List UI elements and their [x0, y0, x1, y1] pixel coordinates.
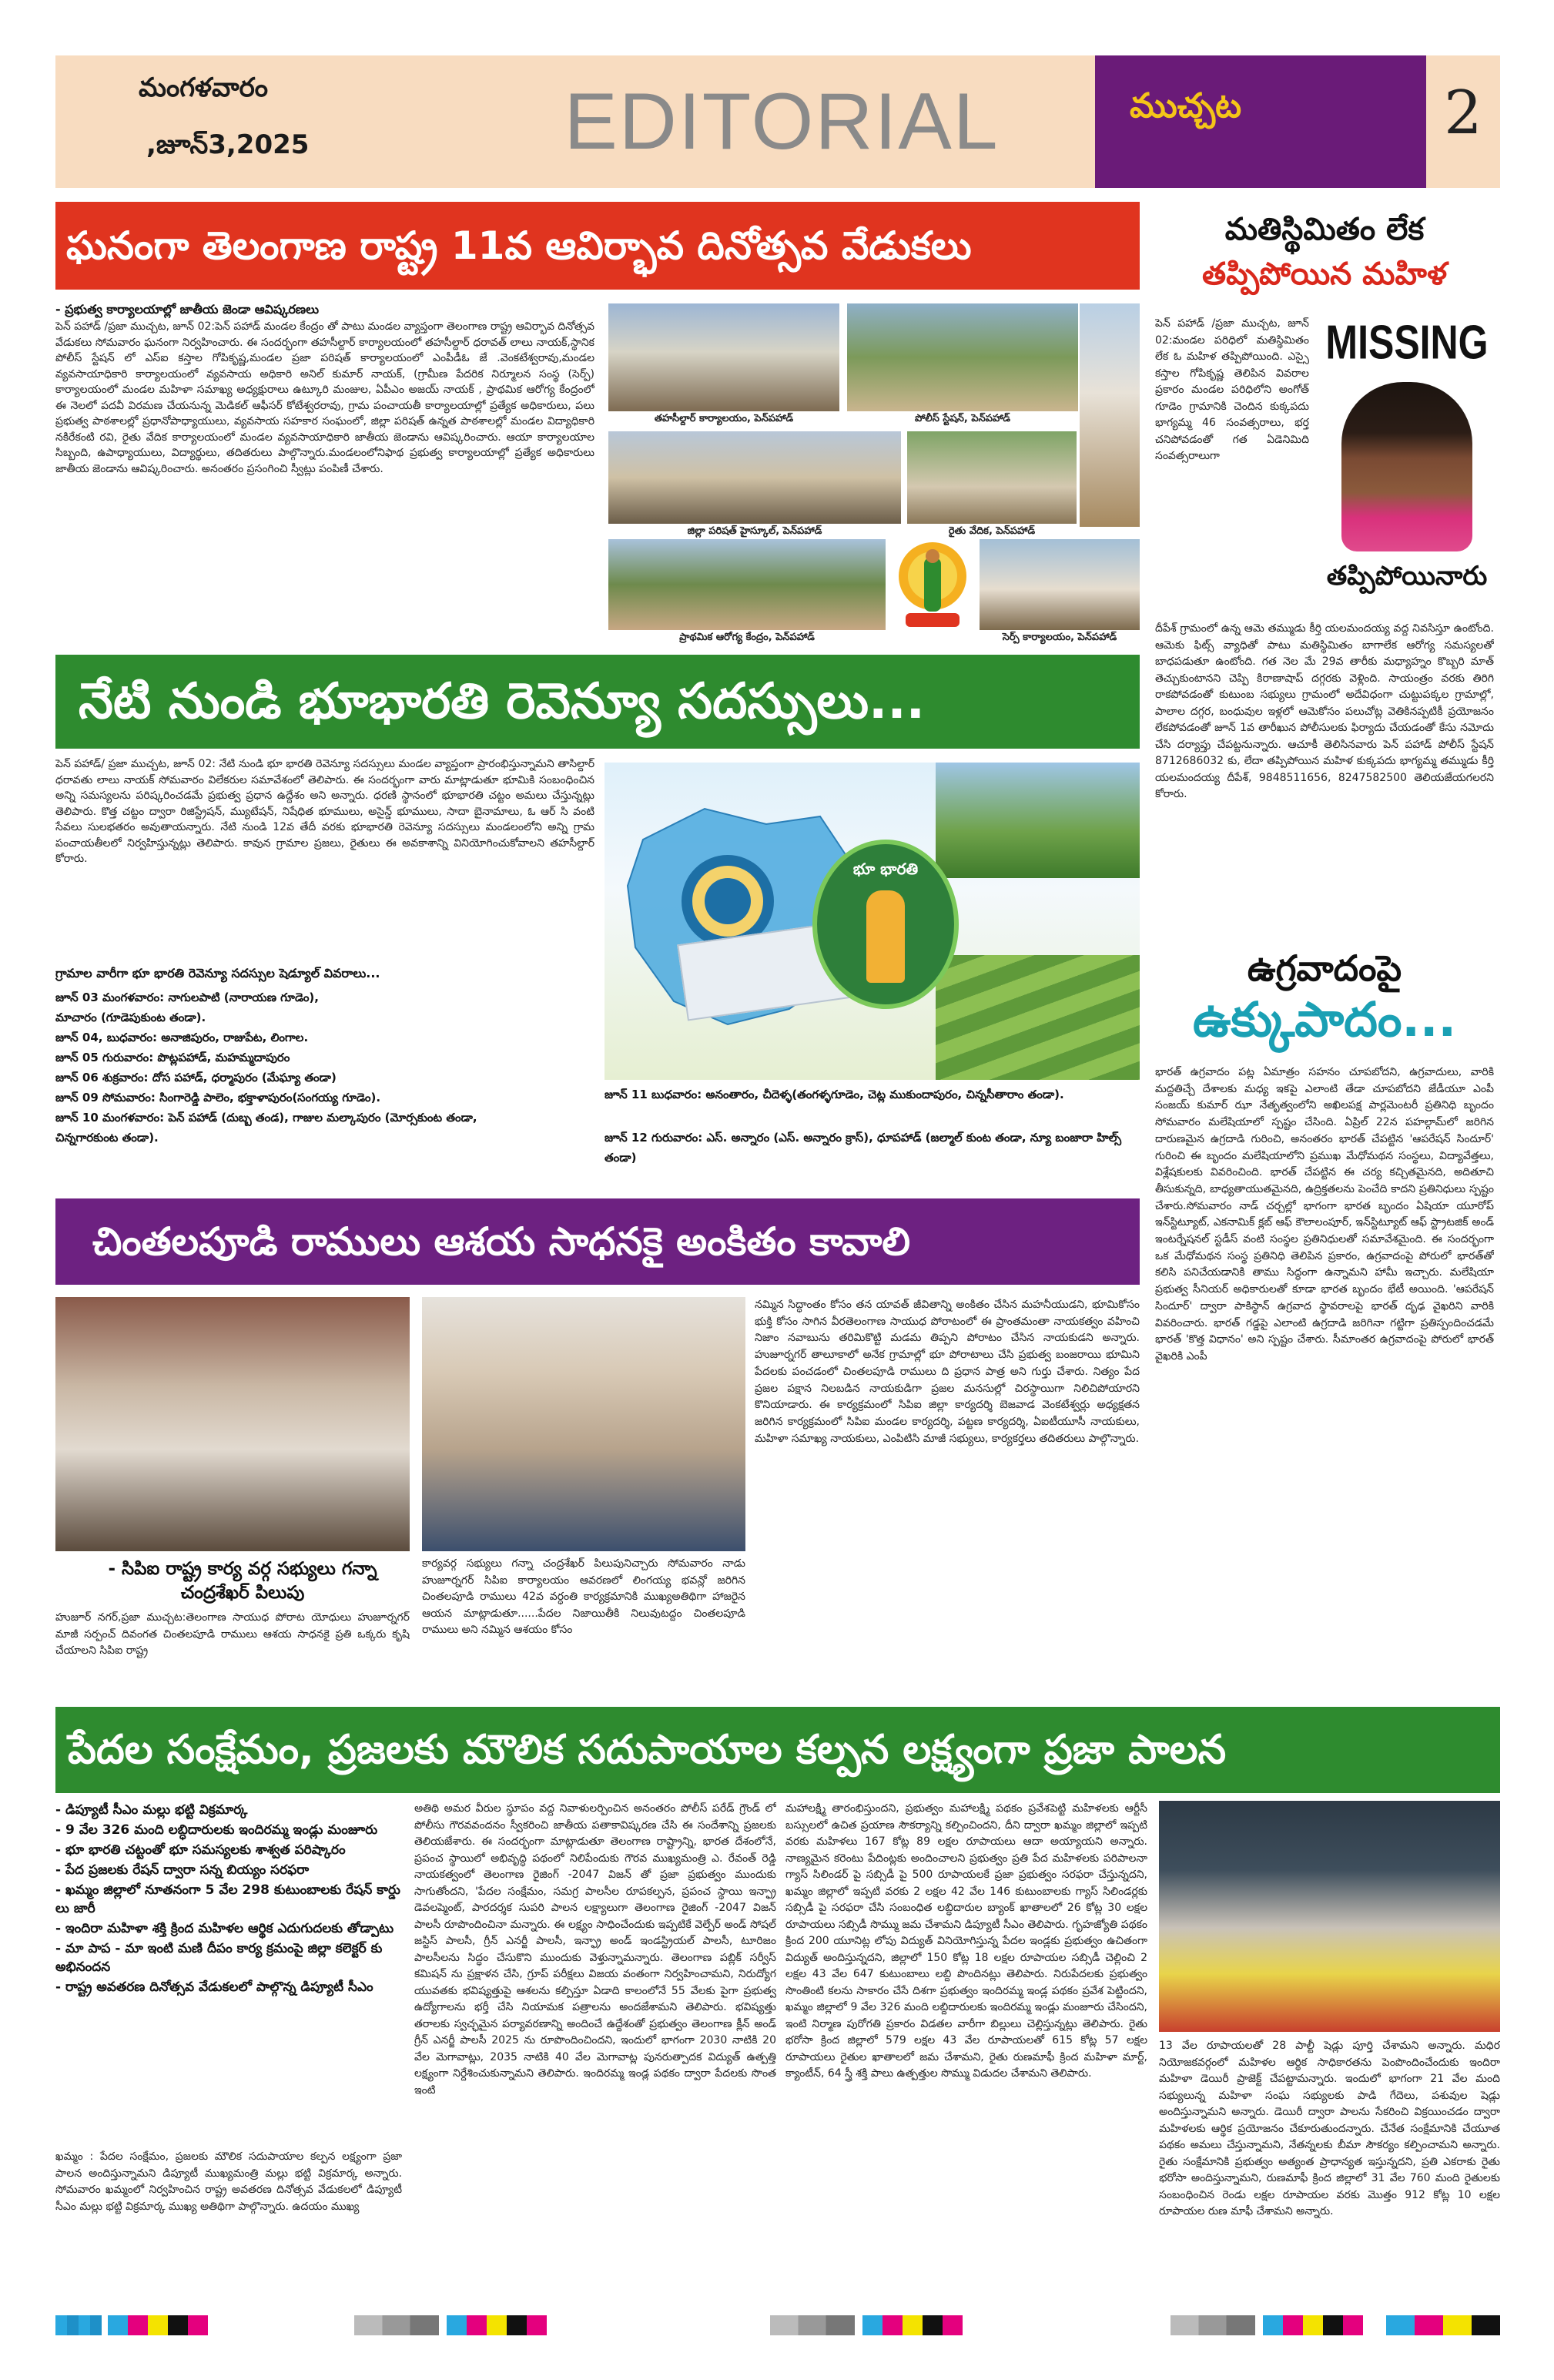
terror-head2: ఉక్కుపాదం...	[1192, 991, 1457, 1048]
color-swatch	[770, 2315, 855, 2335]
bullet-item: - భూ భారతి చట్టంతో భూ సమస్యలకు శాశ్వత పరిష్కారం	[55, 1842, 346, 1858]
caption-zphs: జిల్లా పరిషత్ హైస్కూల్, పెన్‌పహాడ్	[687, 525, 822, 537]
story4-body-col1: ఖమ్మం : పేదల సంక్షేమం, ప్రజలకు మౌలిక సదుపాయాల కల్పన లక్ష్యంగా ప్రజా పాలన అందిస్తున్నామని డిప్యూటీ ముఖ్యమంత్రి మల్లు భట్టి విక్రమార్క అన్నారు. సోమవారం ఖమ్మంలో నిర్వహించిన రాష్ట్ర అవతరణ దినోత్సవ వేడుకలలో డిప్యూటీ సీఎం మల్లు భట్టి విక్రమార్క ముఖ్య అతిథిగా పాల్గొన్నారు. ఉదయం ముఖ్య	[55, 2150, 402, 2213]
missing-photo	[1318, 313, 1495, 618]
schedule-list	[55, 987, 594, 1148]
photo-phc	[608, 539, 886, 630]
page-number: 2	[1444, 79, 1482, 148]
caption-phc: ప్రాథమిక ఆరోగ్య కేంద్రం, పెన్‌పహాడ్	[679, 632, 815, 643]
schedule-item: చిన్నగారకుంట తండా).	[55, 1131, 159, 1145]
story4-body-under-photo: 13 వేల రూపాయలతో 28 పాల్టీ షెడ్లు పూర్తి చేశామని అన్నారు. మధిర నియోజకవర్గంలో మహిళల ఆర్థిక సాధికారతను పెంపొందించేందుకు ఇందిరా మహిళా డెయిరీ ప్రాజెక్ట్ చేపట్టామన్నారు. ఇందులో భాగంగా 21 వేల మంది సభ్యులున్న మహిళా సంఘ సభ్యులకు పాడి గేదెలు, పశువుల షెడ్లు అందిస్తున్నామని అన్నారు. డెయిరీ ద్వారా పాలను సేకరించి విక్రయించడం ద్వారా మహిళలకు ఆర్థిక ప్రయోజనం చేకూరుతుందన్నారు. చేనేత సంక్షేమానికి చేయూత పథకం అమలు చేస్తున్నామని, నేతన్నలకు బీమా సౌకర్యం కల్పించామని అన్నారు. రైతు సంక్షేమానికి ప్రభుత్వం అత్యంత ప్రాధాన్యత ఇస్తున్నదని, ప్రతి ఎకరాకు రైతు భరోసా అందిస్తున్నామని, రుణమాఫీ క్రింద జిల్లాలో 31 వేల 760 మంది రైతులకు సంబంధించిన రెండు లక్షల రూపాయల వరకు మొత్తం 912 కోట్ల 10 లక్షల రూపాయల రుణ మాఫీ చేశామని అన్నారు.	[1159, 2040, 1500, 2217]
story3-body-left: హుజూర్ నగర్,ప్రజా ముచ్చట:తెలంగాణ సాయుధ పోరాట యోధులు హుజూర్నగర్ మాజీ సర్పంచ్ దివంగత చింతలపూడి రాములు ఆశయ సాధనకై ప్రతి ఒక్కరు కృషి చేయాలని సిపిఐ రాష్ట్ర	[55, 1611, 410, 1657]
schedule-item: జూన్ 10 మంగళవారం: పెన్ పహాడ్ (దుబ్బ తండ), గాజుల మల్కాపురం (మోర్సకుంట తండా,	[55, 1111, 477, 1125]
story1-headline: ఘనంగా తెలంగాణ రాష్ట్ర 11వ ఆవిర్భావ దినోత్సవ వేడుకలు	[55, 202, 1140, 290]
color-swatch	[55, 2315, 102, 2335]
bullet-item: - రాష్ట్ర అవతరణ దినోత్సవ వేడుకలలో పాల్గొన్న డిప్యూటీ సీఎం	[55, 1979, 373, 1995]
caption-tahsildar: తహసీల్దార్ కార్యాలయం, పెన్‌పహాడ్	[654, 413, 794, 424]
missing-head2: తప్పిపోయిన మహిళ	[1201, 256, 1448, 292]
photo-tahsildar-office	[608, 303, 839, 411]
story4-body-col3: మహాలక్ష్మి తారంభిస్తుందని, ప్రభుత్వం మహాలక్ష్మి పథకం ప్రవేశపెట్టి మహిళలకు ఆర్టీసీ బస్సులలో ఉచిత ప్రయాణ సౌకర్యాన్ని కల్పించిందని, దీని ద్వారా ఖమ్మం జిల్లాలో ఇప్పటి వరకు మహిళలు 167 కోట్ల 89 లక్షల రూపాయలు ఆదా అయ్యాయని అన్నారు. నాణ్యమైన కరెంటు పేదింట్లకు అందించాలని ప్రభుత్వం ప్రతి పేద మహిళలకు పరిపాలనా గ్యాస్ సిలిండర్ పై సబ్సిడీ పై 500 రూపాయలకే ప్రజా ప్రభుత్వం సరఫరా చేస్తున్నదని, ఖమ్మం జిల్లాలో ఇప్పటి వరకు 2 లక్షల 42 వేల 146 కుటుంబాలకు గ్యాస్ సిలిండర్లకు సబ్సిడీ పై సరఫరా చేసి సంబంధిత లబ్ధిదారుల బ్యాంక్ ఖాతాలలో 26 కోట్ల 30 లక్షల రూపాయలు సబ్సిడీ సొమ్ము జమ చేశామని డిప్యూటీ సీఎం తెలిపారు. గృహజ్యోతి పథకం క్రింద 200 యూనిట్ల లోపు విద్యుత్ వినియోగిస్తున్న పేదల ఇండ్లకు ప్రభుత్వం ఉచితంగా విద్యుత్ అందిస్తున్నదని, జిల్లాలో 150 కోట్ల 18 లక్షల రూపాయల సబ్సిడీ చెల్లించి 2 లక్షల 43 వేల 647 కుటుంబాలు లబ్ది పొందినట్లు తెలిపారు. నిరుపేదలకు ప్రభుత్వం సొంతింటి కలను సాకారం చేసే దిశగా ప్రభుత్వం ఇందిరమ్మ ఇండ్ల పథకం ప్రవేశ పెట్టిందని, ఖమ్మం జిల్లాలో 9 వేల 326 మంది లబ్దిదారులకు ఇందిరమ్మ ఇండ్లు మంజూరు చేసిందని, ఇంటి నిర్మాణ పురోగతి ప్రకారం విడతల వారీగా బిల్లులు చెల్లిస్తున్నట్లు తెలిపారు. రైతు భరోసా క్రింద జిల్లాలో 579 లక్షల 43 వేల రూపాయలతో 615 కోట్ల 57 లక్షల రూపాయలు రైతుల ఖాతాలలో జమ చేశామని, రైతు రుణమాఫీ క్రింద మహిళా మార్ట్, క్యాంటీన్, 64 స్త్రీ శక్తి పాలు ఉత్పత్తుల సొమ్ము విడుదల చేశామని తెలిపారు.	[785, 1802, 1147, 2080]
print-registration-strip	[0, 2315, 1554, 2346]
color-swatch	[1263, 2315, 1363, 2335]
schedule-right-2: జూన్ 12 గురువారం: ఎస్. అన్నారం (ఎస్. అన్నారం క్రాస్), ధూపహాడ్ (జల్మాల్ కుంట తండా, న్యూ బంజారా హిల్స్ తండా)	[605, 1131, 1122, 1165]
missing-body-wide: దీపేశ్ గ్రామంలో ఉన్న ఆమె తమ్ముడు కీర్తి యలమందయ్య వద్ద నివసిస్తూ ఉంటోంది. ఆమెకు ఫిట్స్ వ్యాధితో పాటు మతిస్థిమితం బాగాలేక ఆరోగ్య సమస్యలతో బాధపడుతూ ఉంటోంది. గత నెల మే 29వ తారీకు మధ్యాహ్నం కొబ్బరి మాత్ తెచ్చుకుంటానని చెప్పి కిరాణాషాప్ దగ్గరకు వెళ్లింది. సాయంత్రం వరకు తిరిగి రాకపోవడంతో కుటుంబ సభ్యులు గ్రామంలో అదేవిధంగా చుట్టుపక్కల గ్రామాల్లో, పాలాల దగ్గర, బంధువుల ఇళ్లలో ఆమెకోసం పలుచోట్ల వెతికినప్పటికీ ప్రయోజనం లేకపోవడంతో జూన్ 1వ తారీఖున పోలీసులకు ఫిర్యాదు చేయడంతో కేసు నమోదు చేసి దర్యాప్తు చేపట్టనున్నారు. ఆచూకీ తెలిసినవారు పెన్ పహాడ్ పోలీస్ స్టేషన్ 8712686032 కు, లేదా తప్పిపోయిన మహిళ కుక్కపదు భాగ్యమ్మ తమ్ముడు కీర్తి యలమందయ్య దీపేశ్, 9848511656, 8247582500 తెలియజేయగలరని కోరారు.	[1155, 622, 1494, 800]
story3-caption: - సిపిఐ రాష్ట్ర కార్య వర్గ సభ్యులు గన్నా చంద్రశేఖర్ పిలుపు	[108, 1559, 377, 1603]
caption-serp: సెర్ప్ కార్యాలయం, పెన్‌పహాడ్	[1002, 632, 1117, 643]
telangana-talli-graphic	[890, 536, 975, 633]
color-swatch	[447, 2315, 547, 2335]
bhubharathi-logo	[812, 840, 959, 1009]
schedule-item: మాచారం (గూడెపుకుంట తండా).	[55, 1011, 206, 1024]
missing-head1: మతిస్థిమితం లేక	[1224, 212, 1425, 247]
missing-photo-word: MISSING	[1325, 315, 1489, 369]
schedule-right-1: జూన్ 11 బుధవారం: అనంతారం, చీదెళ్ళ(తంగళ్ళగూడెం, చెట్ల ముకుందాపురం, చిన్నసీతారాం తండా).	[605, 1088, 1064, 1101]
photo-police-station	[847, 303, 1078, 411]
fields-photo-top	[936, 763, 1140, 878]
fields-photo-bottom	[936, 955, 1140, 1080]
color-swatch	[862, 2315, 963, 2335]
caption-rythu: రైతు వేదిక, పెన్‌పహాడ్	[948, 525, 1036, 537]
story3-headline: చింతలపూడి రాములు ఆశయ సాధనకై అంకితం కావాలి	[55, 1198, 1140, 1285]
color-swatch	[354, 2315, 439, 2335]
bullet-item: - డిప్యూటీ సీఎం మల్లు భట్టి విక్రమార్క	[55, 1802, 248, 1818]
bullet-item: - 9 వేల 326 మంది లబ్ధిదారులకు ఇందిరమ్మ ఇండ్లు మంజూరు	[55, 1822, 378, 1838]
color-swatch	[1386, 2315, 1500, 2335]
schedule-item: జూన్ 09 సోమవారం: సింగారెడ్డి పాలెం, భక్తాళాపురం(సంగయ్య గూడెం).	[55, 1091, 381, 1105]
logo-figure	[866, 890, 905, 983]
story4-body-col2: అతిథి అమర వీరుల స్థూపం వద్ద నివాళులర్పించిన అనంతరం పోలీస్ పరేడ్ గ్రౌండ్ లో పోలీసు గౌరవవందనం స్వీకరించి జాతీయ పతాకావిష్కరణ చేసి ఈ సందేశాన్ని ప్రజలకు తెలియజేశారు. ఈ సందర్భంగా మాట్లాడుతూ తెలంగాణ రాష్ట్రాన్ని, భారత దేశంలోనే, ప్రపంచ స్థాయిలో అభివృద్ధి పథంలో నిలిపేందుకు గౌరవ ముఖ్యమంత్రి ఎ. రేవంత్ రెడ్డి నాయకత్వంలో తెలంగాణ రైజింగ్ -2047 విజన్ తో ప్రజా ప్రభుత్వం ముందుకు సాగుతోందని, 'పేదల సంక్షేమం, సమగ్ర పాలసీల రూపకల్పన, ప్రపంచ స్థాయి ఇన్ఫ్రా డెవలప్మెంట్, పారదర్శక సుపరి పాలన లక్ష్యాలుగా తెలంగాణ రైజింగ్ -2047 విజన్ పాలసీ రూపొందించినా మన్నారు. ఈ లక్ష్యం సాధించేందుకు ఇప్పటికే వెల్పేర్ అండ్ సోషల్ జస్టిస్ పాలసీ, గ్రీన్ ఎనర్జీ పాలసీ, ఇన్ఫ్రా అండ్ ఇండస్ట్రియల్ పాలసీ, టూరిజం పాలసీలను సిద్ధం చేసుకొని ముందుకు వెళ్తున్నామన్నారు. తెలంగాణ పబ్లిక్ సర్వీస్ కమిషన్ ను ప్రక్షాళన చేసి, గ్రూప్ పరీక్షలు విజయ వంతంగా నిర్వహించామని, నిరుద్యోగ యువతకు భవిష్యత్తుపై ఆశలను కల్పిస్తూ ఏడాది కాలంలోనే 55 వేలకు పైగా ప్రభుత్వ ఉద్యోగాలను భర్తీ చేసి నియామక పత్రాలను అందజేశామని తెలిపారు. భవిష్యత్తు తరాలకు స్వచ్ఛమైన పర్యావరణాన్ని అందించే ఉద్దేశంతో ప్రభుత్వం తెలంగాణ క్లీన్ అండ్ గ్రీన్ ఎనర్జీ పాలసీ 2025 ను రూపొందించిందని, ఇందులో భాగంగా 2030 నాటికి 20 వేల మెగావాట్లు, 2035 నాటికి 40 వేల మెగావాట్ల పునరుత్పాదక విద్యుత్ ఉత్పత్తి లక్ష్యంగా నిర్దేశించుకున్నామని తెలిపారు. ఇందిరమ్మ ఇండ్ల పథకం ద్వారా పేదలకు సొంత ఇంటి	[414, 1802, 776, 2097]
color-swatch	[1171, 2315, 1255, 2335]
bullet-item: - ఇందిరా మహిళా శక్తి క్రింద మహిళల ఆర్థిక ఎదుగుదలకు తోడ్పాటు	[55, 1921, 394, 1936]
color-swatch	[108, 2315, 208, 2335]
photo-rythu-vedika	[907, 431, 1077, 524]
schedule-item: జూన్ 03 మంగళవారం: నాగులపాటి (నారాయణ గూడెం),	[55, 991, 319, 1004]
brand-name: ముచ్చట	[1130, 86, 1242, 126]
section-title: EDITORIAL	[564, 77, 1000, 166]
story2-headline: నేటి నుండి భూభారతి రెవెన్యూ సదస్సులు...	[55, 655, 1140, 749]
story3-body-right: నమ్మిన సిద్ధాంతం కోసం తన యావత్ జీవితాన్ని అంకితం చేసిన మహనీయుడని, భూమికోసం భుక్తి కోసం సాగిన వీరతెలంగాణ సాయుధ పోరాటంలో ఈ ప్రాంతమంతా నాయకత్వం వహించి నిజాం నవాబును తరిమికొట్టి మడమ తిప్పని పోరాటం చేసిన నాయకుడని అన్నారు. హుజూర్నగర్ తాలూకాలో అనేక గ్రామాల్లో భూ పోరాటాలు చేసి ప్రభుత్వ బంజరాయి భూమిని పేదలకు పంచడంలో చింతలపూడి రాములు ది ప్రధాన పాత్ర అని గుర్తు చేశారు. నిత్యం పేద ప్రజల పక్షాన నిలబడిన నాయకుడిగా ప్రజల మనసుల్లో చిరస్థాయిగా నిలిచిపోయారని కొనియాడారు. ఈ కార్యక్రమంలో సిపిఐ జిల్లా కార్యదర్శి బెజవాడ వెంకటేశ్వర్లు అధ్యక్షతన జరిగిన కార్యక్రమంలో సిపిఐ మండల కార్యదర్శి, పట్టణ కార్యదర్శి, ఏఐటీయూసీ నాయకులు, మహిళా సమాఖ్య నాయకులు, ఎంపిటిసి మాజీ సభ్యులు, కార్యకర్తలు తదితరులు పాల్గొన్నారు.	[755, 1299, 1140, 1445]
bullet-item: - ఖమ్మం జిల్లాలో నూతనంగా 5 వేల 298 కుటుంబాలకు రేషన్ కార్డు లు జారీ	[55, 1882, 400, 1916]
photo-deputy-cm	[1159, 1801, 1500, 2032]
photo-zphs	[608, 431, 901, 524]
story2-body: పెన్ పహాడ్/ ప్రజా ముచ్చట, జూన్ 02: నేటి నుండి భూ భారతి రెవెన్యూ సదస్సులు మండల వ్యాప్తంగా ప్రారంభిస్తున్నామని తాసిల్దార్ ధరావతు లాలు నాయక్ సోమవారం విలేకరుల సమావేశంలో తెలిపారు. ఈ సందర్భంగా వారు మాట్లాడుతూ భూమికి సంబంధించిన అన్ని సమస్యలను పరిష్కరించడమే ప్రభుత్వ ప్రధాన ఉద్దేశం అని అన్నారు. ధరణి స్థానంలో భూభారతి చట్టం అమలు చేస్తున్నట్లు తెలిపారు. కొత్త చట్టం ద్వారా రిజిస్ట్రేషన్, మ్యుటేషన్, నిషేధిత భూములు, అసైన్డ్ భూములు, సాదా బైనామాలు, ఓ ఆర్ సి వంటి సేవలు సులభతరం అవుతాయన్నారు. నేటి నుండి 12వ తేదీ వరకు భూభారతి రెవెన్యూ సదస్సులు మండలంలోని అన్ని గ్రామ పంచాయతీలలో నిర్వహిస్తున్నట్లు తెలిపారు. కావున గ్రామాల ప్రజలు, రైతులు ఈ అవకాశాన్ని వినియోగించుకోవాలని తహసీల్దార్ కోరారు.	[55, 758, 594, 865]
schedule-title: గ్రామాల వారీగా భూ భారతి రెవెన్యూ సదస్సుల షెడ్యూల్ వివరాలు...	[55, 966, 380, 980]
masthead-day: మంగళవారం	[139, 72, 268, 103]
photo-serp	[980, 539, 1140, 630]
story4-headline: పేదల సంక్షేమం, ప్రజలకు మౌలిక సదుపాయాల కల్పన లక్ష్యంగా ప్రజా పాలన	[55, 1707, 1500, 1793]
schedule-item: జూన్ 06 శుక్రవారం: దోస పహాడ్, ధర్మాపురం (మేఘ్యా తండా)	[55, 1071, 337, 1084]
story4-bullets	[55, 1801, 402, 1998]
bhubharathi-graphic	[605, 763, 1140, 1080]
bullet-item: - పేద ప్రజలకు రేషన్ ద్వారా సన్న బియ్యం సరఫరా	[55, 1862, 310, 1878]
photo-meeting	[422, 1297, 745, 1551]
schedule-item: జూన్ 04, బుధవారం: అనాజిపురం, రాజుపేట, లింగాల.	[55, 1031, 309, 1044]
terror-head1: ఉగ్రవాదంపై	[1247, 947, 1402, 989]
masthead	[55, 55, 1500, 188]
missing-woman-portrait	[1341, 382, 1472, 551]
logo-text: భూ భారతి	[852, 860, 919, 878]
missing-photo-sub: తప్పిపోయినారు	[1326, 561, 1488, 592]
story1-body: పెన్ పహాడ్ /ప్రజా ముచ్చట, జూన్ 02:పెన్ పహాడ్ మండల కేంద్రం తో పాటు మండల వ్యాప్తంగా తెలంగాణ రాష్ట్ర ఆవిర్భావ దినోత్సవ వేడుకలు సోమవారం ఘనంగా నిర్వహించారు. ఈ సందర్భంగా తహసీల్దార్ కార్యాలయంలో తహసీల్దార్ ధరావత్ లాలు నాయక్,స్థానిక పోలీస్ స్టేషన్ లో ఎస్ఐ కస్తాల గోపికృష్ణ,మండల ప్రజా పరిషత్ కార్యాలయంలో ఎంపీడీఓ జే .వెంకటేశ్వరావు,మండల వ్యవసాయాధికారి కార్యాలయంలో వ్యవసాయ అధికారి అనిల్ కుమార్ నాయక్, (గ్రామీణ పేదరిక నిర్మూలన సంస్థ (సెర్ప్) కార్యాలయంలో మండల మహిళా సమాఖ్య అధ్యక్షురాలు ఉట్కూరి మంజుల, ఏపీఎం అజయ్ నాయక్ , ప్రాథమిక ఆరోగ్య కేంద్రంలో ఈ నెలలో పదవీ విరమణ చేయనున్న మెడికల్ ఆఫీసర్ కోటేశ్వరరావు, గ్రామ పంచాయతీ కార్యాలయాల్లో ప్రత్యేక అధికారులు, పలు ప్రభుత్వ పాఠశాలల్లో ప్రధానోపాధ్యాయులు, వ్యవసాయ సహకార సంఘంలో, జిల్లా పరిషత్ ఉన్నత పాఠశాలల్లో మండల విద్యాధికారి నకిరేకంటి రవి, రైతు వేదిక కార్యాలయంలో మండల వ్యవసాయాధికారి జాతీయ జెండాను ఆవిష్కరించారు. ఆయా కార్యాలయాల సిబ్బంది, ఉపాధ్యాయులు, విద్యార్థులు, తదితరులు పాల్గొన్నారు.మండలంలోనిఫాథ ప్రభుత్వ కార్యాలయాల్లో ప్రత్యేక అధికారులు జాతీయ జెండాను ఆవిష్కరించారు. అనంతరం ప్రసంగించి స్వీట్లు పంపిణీ చేశారు.	[55, 320, 594, 475]
missing-body-narrow: పెన్ పహాడ్ /ప్రజా ముచ్చట, జూన్ 02:మండల పరిధిలో మతిస్థిమితం లేక ఓ మహిళ తప్పిపోయింది. ఎస్సై కస్తాల గోపికృష్ణ తెలిపిన వివరాల ప్రకారం మండల పరిధిలోని అంగోత్ గూడెం గ్రామానికి చెందిన కుక్కపదు భాగ్యమ్మ 46 సంవత్సరాలు, భర్త చనిపోవడంతో గత ఏడెనిమిది సంవత్సరాలుగా	[1155, 317, 1309, 462]
photo-flag-building	[1080, 303, 1140, 527]
photo-tribute	[55, 1297, 410, 1551]
bullet-item: - మా పాప - మా ఇంటి మణి దీపం కార్య క్రమంపై జిల్లా కలెక్టర్ కు అభినందన	[55, 1941, 383, 1975]
schedule-item: జూన్ 05 గురువారం: పొట్లపహాడ్, మహమ్మదాపురం	[55, 1051, 290, 1064]
terror-body: భారత్ ఉగ్రవాదం పట్ల ఏమాత్రం సహనం చూపబోదని, ఉగ్రవాదులు, వారికి మద్దతిచ్చే దేశాలకు మధ్య ఇకపై ఎలాంటి తేడా చూపబోదని జేడీయూ ఎంపీ సంజయ్ కుమార్ ఝా నేతృత్వంలోని అఖిలపక్ష పార్లమెంటరీ ప్రతినిధి బృందం సోమవారం మలేషియాలో స్పష్టం చేసింది. ఏప్రిల్ 22న పహల్గామ్‌లో జరిగిన దారుణమైన ఉగ్రదాడి గురించి, అనంతరం భారత్ చేపట్టిన 'ఆపరేషన్ సిందూర్' గురించి ఈ బృందం మలేషియాలోని ప్రముఖ మేధోమథన సంస్థలు, విద్యావేత్తలు, విశ్లేషకులకు వివరించింది. భారత్ చేపట్టిన ఈ చర్య కచ్చితమైనది, అదితూచి తీసుకున్నది, బాధ్యతాయుతమైనది, ఉద్రిక్తతలను పెంచేది కాదని ప్రతినిధులు స్పష్టం చేశారు.సోమవారం నాడ్ చర్చల్లో భాగంగా భారత బృందం ఏషియా యూరోప్ ఇన్‌స్టిట్యూట్, ఎకనామిక్ క్లబ్ ఆఫ్ కౌలాలంపూర్, ఇన్‌స్టిట్యూట్ ఆఫ్ స్ట్రాటజిక్ అండ్ ఇంటర్నేషనల్ స్టడీస్ వంటి సంస్థల ప్రతినిధులతో సమావేశమైంది. ఈ సందర్భంగా ఒక మేధోమథన సంస్థ ప్రతినిధి తెలిపిన ప్రకారం, ఉగ్రవాదంపై పోరులో భారత్‌తో కలిసి పనిచేయడానికి తాము సిద్ధంగా ఉన్నామని హామీ ఇచ్చారు. మలేషియా ప్రభుత్వ సీనియర్ అధికారులతో కూడా భారత బృందం భేటీ అయింది. 'ఆపరేషన్ సిందూర్' ద్వారా పాకిస్థాన్ ఉగ్రవాద స్థావరాలపై భారత్ దృఢ వైఖరిని వారికి వివరించారు. భారత్ గడ్డపై ఎలాంటి ఉగ్రదాడి జరిగినా గట్టిగా ప్రతిస్పందించడమే భారత్ 'కొత్త విధానం' అని స్పష్టం చేశారు. సీమాంతర ఉగ్రవాదంపై పోరులో భారత్ వైఖరికి ఎంపీ	[1155, 1066, 1494, 1363]
story3-body-mid: కార్యవర్గ సభ్యులు గన్నా చంద్రశేఖర్ పిలుపునిచ్చారు సోమవారం నాడు హుజూర్నగర్ సిపిఐ కార్యాలయం ఆవరణలో లింగయ్య భవన్లో జరిగిన చింతలపూడి రాములు 42వ వర్ధంతి కార్యక్రమానికి ముఖ్యఅతిథిగా హాజరైన ఆయన మాట్లాడుతూ......పేదల నిజాయితీకి నిలువుటద్దం చింతలపూడి రాములు అని నమ్మిన ఆశయం కోసం	[422, 1557, 745, 1636]
caption-police: పోలీస్ స్టేషన్, పెన్‌పహాడ్	[914, 413, 1011, 424]
story1-kicker: - ప్రభుత్వ కార్యాలయాల్లో జాతీయ జెండా ఆవిష్కరణలు	[55, 302, 320, 317]
masthead-date: ,జూన్3,2025	[146, 129, 310, 160]
